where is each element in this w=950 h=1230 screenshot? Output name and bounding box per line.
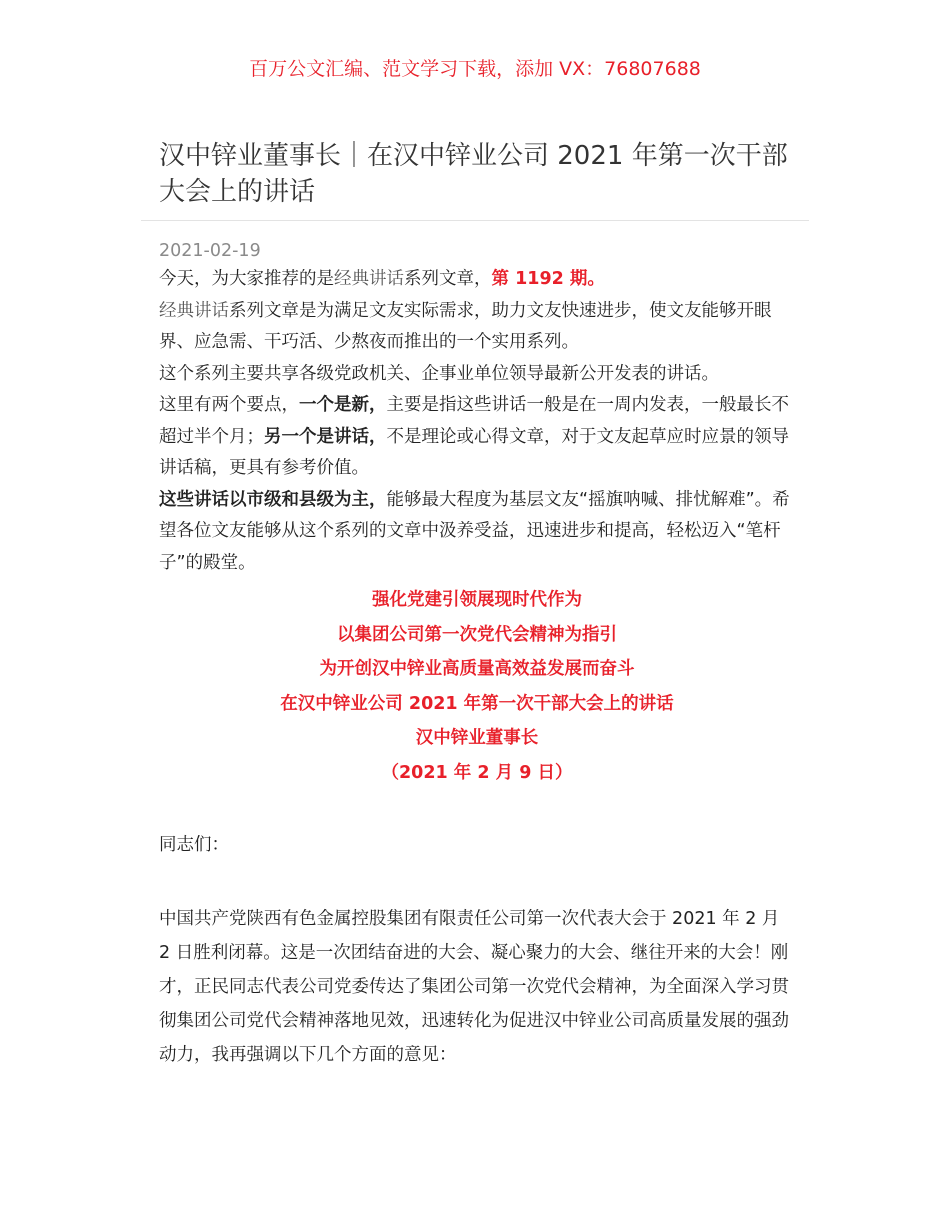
intro-paragraph-4: [159, 390, 795, 485]
intro-p5-text: 能够最大程度为基层文友“摇旗呐喊、排忧解难”。希望各位文友能够从这个系列的文章中汲养受益，迅速进步和提高，轻松迈入“笔杆子”的殿堂。: [159, 489, 790, 573]
speech-heading-line-2: 以集团公司第一次党代会精神为指引: [337, 624, 617, 645]
publish-date: 2021-02-19: [159, 241, 261, 261]
intro-p1-lead: 今天，为大家推荐的是: [159, 269, 334, 289]
promo-banner: 百万公文汇编、范文学习下载，添加 VX：76807688: [249, 58, 701, 80]
intro-p4-a: 这里有两个要点，: [159, 395, 299, 415]
article-body: [159, 236, 795, 1072]
speech-heading-line-3: 为开创汉中锌业高质量高效益发展而奋斗: [319, 659, 635, 679]
speech-heading: [159, 583, 795, 790]
speech-heading-line-4: 在汉中锌业公司 2021 年第一次干部大会上的讲话: [280, 693, 674, 714]
article-title: 汉中锌业董事长｜在汉中锌业公司 2021 年第一次干部大会上的讲话: [159, 141, 788, 207]
salutation: 同志们：: [159, 835, 229, 855]
title-divider: [141, 220, 809, 221]
intro-p1-mid: 系列文章，: [404, 269, 492, 289]
intro-paragraph-1: [159, 264, 795, 296]
issue-number: 第 1192 期。: [491, 269, 605, 289]
intro-p4-b: 一个是新，: [299, 395, 387, 415]
speech-heading-line-5: 汉中锌业董事长: [415, 728, 539, 748]
intro-p2-series: 经典讲话: [159, 300, 229, 321]
intro-paragraph-5: [159, 485, 795, 580]
speech-paragraph-1: 中国共产党陕西有色金属控股集团有限责任公司第一次代表大会于 2021 年 2 月 2 日胜利闭幕。这是一次团结奋进的大会、凝心聚力的大会、继往开来的大会！刚才，正民同志代表公司党委传达了集团公司第一次党代会精神，为全面深入学习贯彻集团公司党代会精神落地见效，迅速转化为促进汉中锌业公司高质量发展的强劲动力，我再强调以下几个方面的意见：: [159, 908, 789, 1065]
intro-p5-bold: 这些讲话以市级和县级为主，: [159, 489, 387, 510]
intro-p1-series: 经典讲话: [334, 269, 404, 289]
intro-paragraph-2: [159, 296, 795, 359]
speech-heading-line-6: （2021 年 2 月 9 日）: [381, 762, 573, 783]
intro-p4-d: 另一个是讲话，: [264, 426, 387, 447]
speech-heading-line-1: 强化党建引领展现时代作为: [372, 590, 582, 610]
intro-paragraph-3: 这个系列主要共享各级党政机关、企事业单位领导最新公开发表的讲话。: [159, 363, 719, 384]
intro-p2-text: 系列文章是为满足文友实际需求，助力文友快速进步，使文友能够开眼界、应急需、干巧活、少熬夜而推出的一个实用系列。: [159, 300, 772, 352]
intro-p4-c: 主要是指这些讲话一般是在一周内发表，一般最长不超过半个月；: [159, 395, 789, 447]
intro-p4-e: 不是理论或心得文章，对于文友起草应时应景的领导讲话稿，更具有参考价值。: [159, 426, 789, 478]
